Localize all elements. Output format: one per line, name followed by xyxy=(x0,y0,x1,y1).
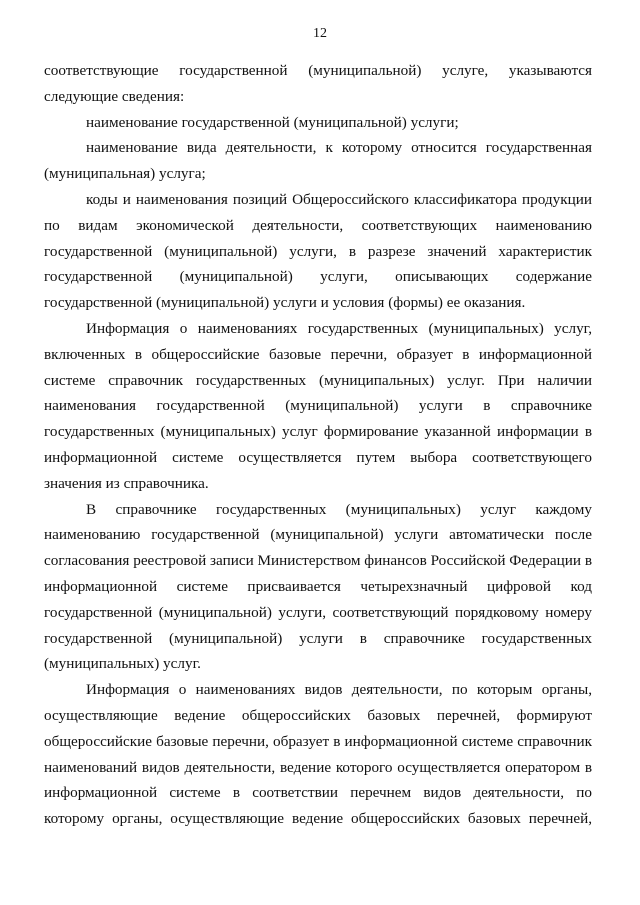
text-line: государственных (муниципальных) услуг формирование указанной информации в xyxy=(44,423,592,441)
text-line: государственной (муниципальной) услуги, описывающих содержание xyxy=(44,268,592,286)
page-number: 12 xyxy=(313,26,327,41)
text-line: государственной (муниципальной) услуги в справочнике государственных xyxy=(44,629,592,647)
text-line: Информация о наименованиях видов деятельности, по которым органы, xyxy=(86,681,592,699)
text-line: государственной (муниципальной) услуги и условия (формы) ее оказания. xyxy=(44,294,526,312)
text-line: (муниципальных) услуг. xyxy=(44,655,201,673)
text-line: согласования реестровой записи Министерством финансов Российской Федерации в xyxy=(44,552,592,570)
text-line: значения из справочника. xyxy=(44,474,209,492)
text-line: Информация о наименованиях государственных (муниципальных) услуг, xyxy=(86,319,592,337)
text-line: государственной (муниципальной) услуги, в разрезе значений характеристик xyxy=(44,242,592,260)
text-line: информационной системе осуществляется путем выбора соответствующего xyxy=(44,448,592,466)
text-line: осуществляющие ведение общероссийских базовых перечней, формируют xyxy=(44,706,592,724)
text-line: наименованию государственной (муниципальной) услуги автоматически после xyxy=(44,526,592,544)
text-line: (муниципальная) услуга; xyxy=(44,165,206,183)
text-line: по видам экономической деятельности, соответствующих наименованию xyxy=(44,216,592,234)
text-line: включенных в общероссийские базовые перечни, образует в информационной xyxy=(44,345,592,363)
text-line: информационной системе в соответствии перечнем видов деятельности, по xyxy=(44,784,592,802)
text-line: информационной системе присваивается четырехзначный цифровой код xyxy=(44,577,592,595)
text-line: системе справочник государственных (муниципальных) услуг. При наличии xyxy=(44,371,592,389)
text-line: общероссийские базовые перечни, образует в информационной системе справочник xyxy=(44,732,592,750)
text-line: соответствующие государственной (муниципальной) услуге, указываются xyxy=(44,62,592,79)
text-line: наименование государственной (муниципальной) услуги; xyxy=(86,113,459,131)
text-line: наименования государственной (муниципальной) услуги в справочнике xyxy=(44,397,592,415)
text-line: которому органы, осуществляющие ведение общероссийских базовых перечней, xyxy=(44,810,592,828)
text-line: коды и наименования позиций Общероссийского классификатора продукции xyxy=(86,190,592,208)
text-line: наименование вида деятельности, к которому относится государственная xyxy=(86,139,592,157)
text-line: государственной (муниципальной) услуги, соответствующий порядковому номеру xyxy=(44,603,592,621)
document-body xyxy=(44,58,592,832)
text-line: В справочнике государственных (муниципальных) услуг каждому xyxy=(86,500,592,518)
text-line: наименований видов деятельности, ведение которого осуществляется оператором в xyxy=(44,758,592,776)
text-line: следующие сведения: xyxy=(44,87,185,105)
